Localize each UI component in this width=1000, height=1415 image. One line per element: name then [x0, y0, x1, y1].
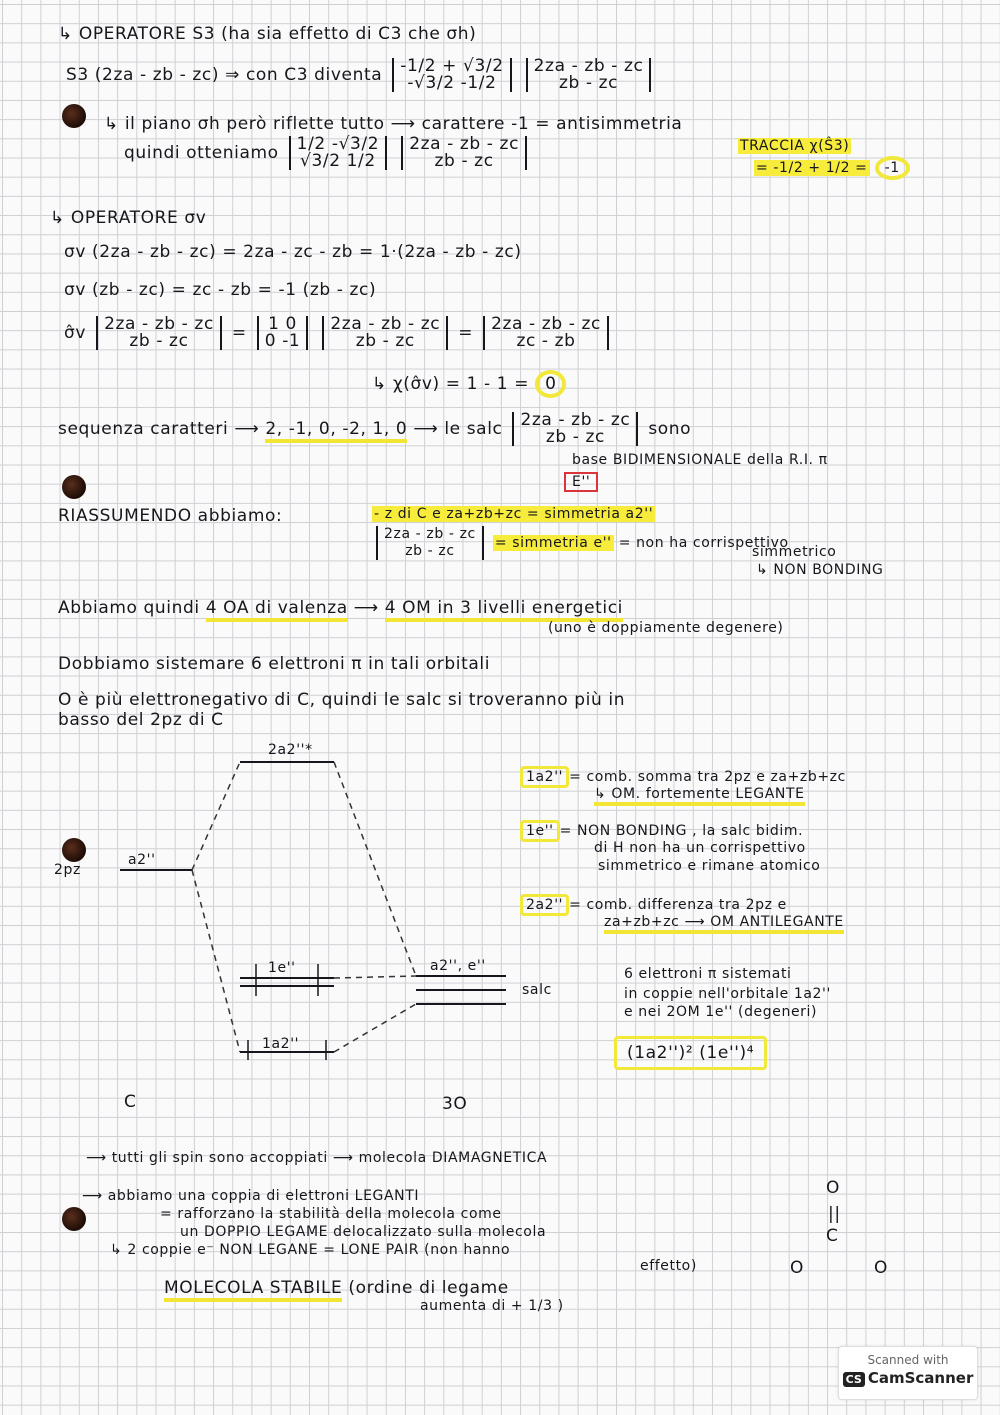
note-1e: 1e'' = NON BONDING , la salc bidim. — [520, 820, 803, 842]
note-electrons-c: e nei 2OM 1e'' (degeneri) — [624, 1004, 818, 1020]
sv-char-circle: 0 — [535, 370, 566, 398]
irrep-label: E'' — [564, 472, 598, 492]
note-2a2-b: za+zb+zc ⟶ OM ANTILEGANTE — [604, 914, 844, 930]
molecule-o-right: O — [874, 1258, 888, 1278]
s3-reflect2: quindi otteniamo — [124, 143, 279, 163]
summary-b: 2za - zb - zc zb - zc = simmetria e'' = non ha corrispettivo — [372, 526, 789, 560]
diagram-1e-label: 1e'' — [268, 960, 296, 976]
note-1e-b: di H non ha un corrispettivo — [594, 840, 806, 856]
bottom-line-5b: effetto) — [640, 1258, 697, 1274]
bottom-line-1: ⟶ tutti gli spin sono accoppiati ⟶ molecola DIAMAGNETICA — [86, 1150, 548, 1166]
molecule-c: C — [826, 1226, 839, 1246]
bottom-line-5: ↳ 2 coppie e⁻ NON LEGANE = LONE PAIR (non hanno — [110, 1242, 511, 1258]
summary-label: RIASSUMENDO abbiamo: — [58, 506, 283, 526]
diagram-top-label: 2a2''* — [268, 742, 313, 758]
bottom-line-6: MOLECOLA STABILE (ordine di legame — [164, 1278, 509, 1298]
s3-matrix: -1/2 + √3/2 -√3/2 -1/2 — [392, 58, 511, 92]
sv-matrix: 1 0 0 -1 — [257, 316, 309, 350]
summary-b4: ↳ NON BONDING — [756, 562, 884, 578]
camscanner-name: CS CamScanner — [839, 1369, 977, 1387]
valence-line-2: (uno è doppiamente degenere) — [548, 620, 784, 636]
electron-configuration: (1a2'')² (1e'')⁴ — [614, 1036, 767, 1070]
diagram-left-orbital: 2pz — [54, 862, 81, 878]
sv-vec-c: 2za - zb - zc zc - zb — [483, 316, 609, 350]
summary-a: - z di C e za+zb+zc = simmetria a2'' — [374, 506, 654, 522]
s3-vector-2: 2za - zb - zc zb - zc — [401, 136, 527, 170]
summary-vec: 2za - zb - zc zb - zc — [376, 526, 484, 560]
char-sequence: 2, -1, 0, -2, 1, 0 — [265, 419, 407, 443]
s3-trace-value: = -1/2 + 1/2 = -1 — [754, 156, 910, 180]
sequence-vec: 2za - zb - zc zb - zc — [512, 412, 638, 446]
s3-vector: 2za - zb - zc zb - zc — [526, 58, 652, 92]
bottom-line-7: aumenta di + 1/3 ) — [420, 1298, 564, 1314]
base-irrep: base BIDIMENSIONALE della R.I. π — [572, 452, 828, 468]
molecule-double-bond: || — [828, 1204, 841, 1224]
molecule-o-top: O — [826, 1178, 840, 1198]
camscanner-badge — [838, 1346, 978, 1400]
sv-character: ↳ χ(σ̂v) = 1 - 1 = 0 — [372, 370, 566, 398]
note-1a2-b: ↳ OM. fortemente LEGANTE — [594, 786, 805, 802]
valence-line-5: basso del 2pz di C — [58, 710, 224, 730]
bottom-line-3: = rafforzano la stabilità della molecola come — [160, 1206, 502, 1222]
diagram-left-level: a2'' — [128, 852, 156, 868]
note-1e-c: simmetrico e rimane atomico — [598, 858, 821, 874]
sv-line-1: σv (2za - zb - zc) = 2za - zc - zb = 1·(2za - zb - zc) — [64, 242, 522, 262]
diagram-1a2-label: 1a2'' — [262, 1036, 300, 1052]
note-2a2: 2a2'' = comb. differenza tra 2pz e — [520, 894, 787, 916]
summary-b3: simmetrico — [752, 544, 837, 560]
sv-vec-b: 2za - zb - zc zb - zc — [322, 316, 448, 350]
scanned-with-text: Scanned with — [867, 1353, 949, 1367]
camscanner-logo-icon: CS — [843, 1372, 865, 1387]
bottom-line-4: un DOPPIO LEGAME delocalizzato sulla molecola — [180, 1224, 547, 1240]
molecule-o-left: O — [790, 1258, 804, 1278]
bottom-line-2: ⟶ abbiamo una coppia di elettroni LEGANTI — [82, 1188, 420, 1204]
s3-matrix-2: 1/2 -√3/2 √3/2 1/2 — [289, 136, 388, 170]
sv-matrix-eq: σ̂v 2za - zb - zc zb - zc = 1 0 0 -1 2za - zb - zc zb - zc = 2za - zb - zc zc - zb — [64, 316, 613, 350]
valence-line-1: Abbiamo quindi 4 OA di valenza ⟶ 4 OM in 3 livelli energetici — [58, 598, 623, 618]
s3-title: ↳ OPERATORE S3 (ha sia effetto di C3 che σh) — [58, 24, 477, 44]
note-electrons: 6 elettroni π sistemati — [624, 966, 792, 982]
diagram-c-label: C — [124, 1092, 137, 1112]
sv-vec-a: 2za - zb - zc zb - zc — [96, 316, 222, 350]
sequence-line: sequenza caratteri ⟶ 2, -1, 0, -2, 1, 0 ⟶ le salc 2za - zb - zc zb - zc sono — [58, 410, 692, 447]
note-1a2: 1a2'' = comb. somma tra 2pz e za+zb+zc — [520, 766, 846, 788]
sv-title: ↳ OPERATORE σv — [50, 208, 207, 228]
s3-trace-label: TRACCIA χ(Ŝ3) — [740, 138, 850, 154]
s3-reflect-line: ↳ il piano σh però riflette tutto ⟶ carattere -1 = antisimmetria — [104, 114, 683, 134]
valence-line-3: Dobbiamo sistemare 6 elettroni π in tali orbitali — [58, 654, 491, 674]
valence-line-4: O è più elettronegativo di C, quindi le salc si troveranno più in — [58, 690, 626, 710]
trace-result-circle: -1 — [875, 156, 910, 180]
note-electrons-b: in coppie nell'orbitale 1a2'' — [624, 986, 831, 1002]
diagram-right-level: a2'', e'' — [430, 958, 486, 974]
s3-eq-left: S3 (2za - zb - zc) ⇒ con C3 diventa — [66, 65, 383, 85]
diagram-salc-label: salc — [522, 982, 552, 998]
sv-line-2: σv (zb - zc) = zc - zb = -1 (zb - zc) — [64, 280, 377, 300]
diagram-o-label: 3O — [442, 1094, 468, 1114]
